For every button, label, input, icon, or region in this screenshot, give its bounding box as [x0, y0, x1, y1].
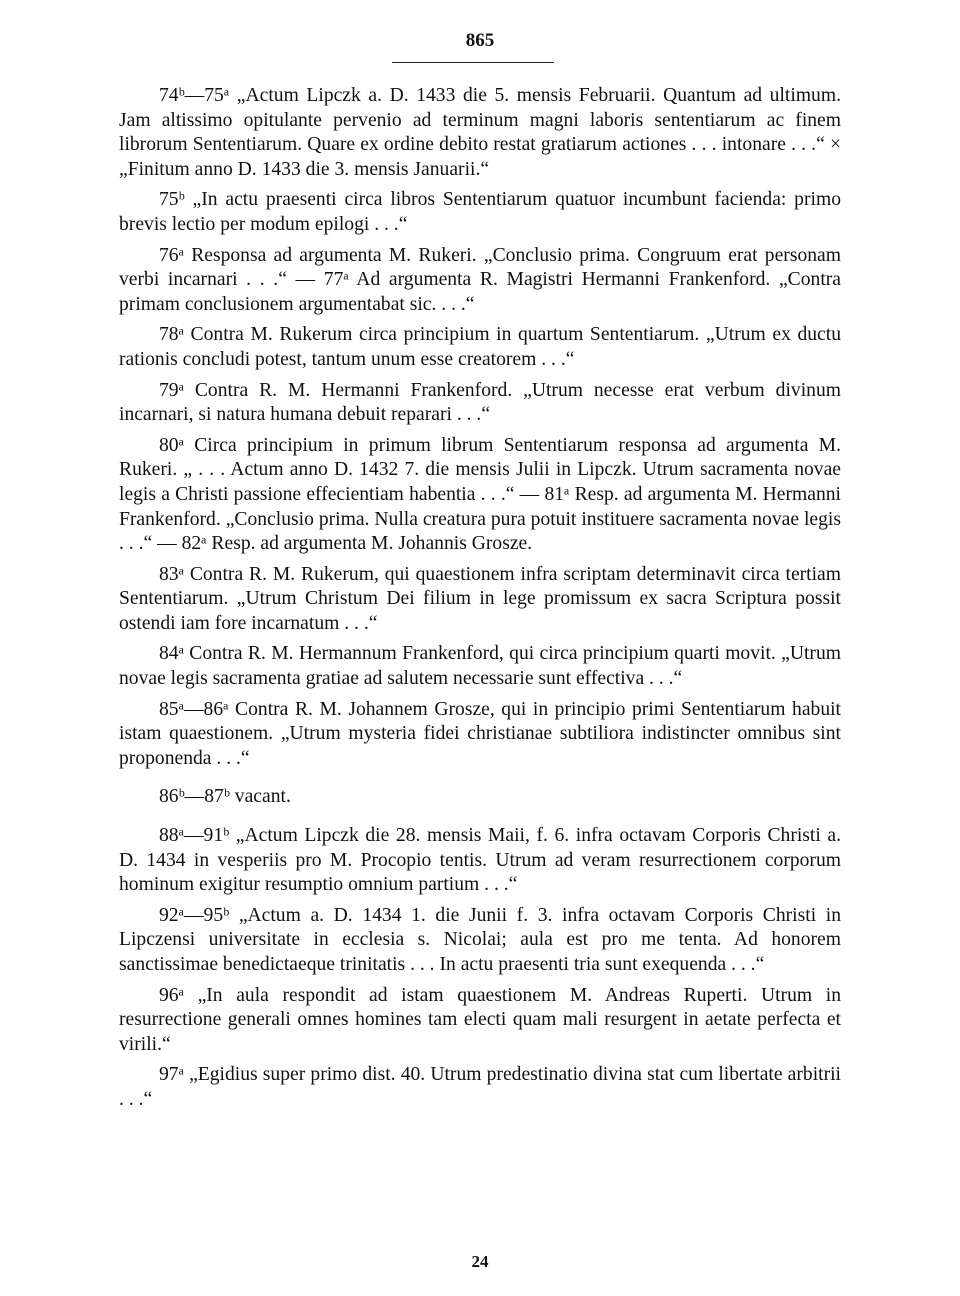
- entry-83a: 83ᵃ Contra R. M. Rukerum, qui quaestionem infra scriptam determinavit circa tertiam Sententiarum. „Utrum Christum Dei filium in lege promissum ex sacra Scriptura possit ostendi iam fore incarnatum . . .“: [119, 563, 841, 634]
- entry-96a: 96ᵃ „In aula respondit ad istam quaestionem M. Andreas Ruperti. Utrum in resurrectione generali omnes homines tam electi quam mali resurgent in aetate perfecta et virili.“: [119, 984, 841, 1055]
- entry-88a-91b: 88ᵃ—91ᵇ „Actum Lipczk die 28. mensis Maii, f. 6. infra octavam Corporis Christi a. D. 1434 in vesperiis pro M. Procopio tentis. Utrum ad veram resurrectionem corporum hominum exigitur resumptio omnium partium . . .“: [119, 825, 841, 896]
- header-rule: [392, 62, 554, 63]
- entry-74b-75a: 74ᵇ—75ᵃ „Actum Lipczk a. D. 1433 die 5. mensis Februarii. Quantum ad ultimum. Jam altissimo opitulante pervenio ad terminum magni laboris sententiarum ac finem librorum Sententiarum. Quare ex ordine debito restat gratiarum actiones . . . intonare . . .“ × „Finitum anno D. 1433 die 3. mensis Januarii.“: [119, 85, 841, 180]
- text-body: [119, 84, 841, 1119]
- entry-86b-87b: 86ᵇ—87ᵇ vacant.: [159, 786, 291, 808]
- entry-79a: 79ᵃ Contra R. M. Hermanni Frankenford. „Utrum necesse erat verbum divinum incarnari, si natura humana debuit reparari . . .“: [119, 379, 841, 426]
- entry-92a-95b: 92ᵃ—95ᵇ „Actum a. D. 1434 1. die Junii f. 3. infra octavam Corporis Christi in Lipczensi universitate in ecclesia s. Nicolai; aula est pro me tenta. Ad honorem sanctissimae benedictaeque trinitatis . . . In actu praesenti tria sunt exequenda . . .“: [119, 904, 841, 975]
- entry-75b: 75ᵇ „In actu praesenti circa libros Sententiarum quatuor incumbunt facienda: primo brevis lectio per modum epilogi . . .“: [119, 189, 841, 235]
- entry-78a: 78ᵃ Contra M. Rukerum circa principium in quartum Sententiarum. „Utrum ex ductu rationis concludi potest, tantum unum esse creatorem . . .“: [119, 324, 841, 370]
- sheet-number: 24: [471, 1252, 489, 1271]
- entry-84a: 84ᵃ Contra R. M. Hermannum Frankenford, qui circa principium quarti movit. „Utrum novae legis sacramenta gratiae ad salutem necessarie sunt effectiva . . .“: [119, 643, 841, 690]
- page-number: 865: [465, 30, 495, 51]
- entry-85a-86a: 85ᵃ—86ᵃ Contra R. M. Johannem Grosze, qui in principio primi Sententiarum habuit istam quaestionem. „Utrum mysteria fidei christianae subtiliora indistincter omnibus sint proponenda . . .“: [119, 698, 841, 769]
- entry-76a-77a: 76ᵃ Responsa ad argumenta M. Rukeri. „Conclusio prima. Congruum erat personam verbi incarnari . . .“ — 77ᵃ Ad argumenta R. Magistri Hermanni Frankenford. „Contra primam conclusionem argumentabat sic. . . .“: [119, 244, 841, 315]
- entry-97a: 97ᵃ „Egidius super primo dist. 40. Utrum predestinatio divina stat cum libertate arbitrii . . .“: [119, 1064, 841, 1110]
- entry-80a-82a: 80ᵃ Circa principium in primum librum Sententiarum responsa ad argumenta M. Rukeri. „ . . . Actum anno D. 1432 7. die mensis Julii in Lipczk. Utrum sacramenta novae legis a Christi passione effecientiam habentia . . .“ — 81ᵃ Resp. ad argumenta M. Hermanni Frankenford. „Conclusio prima. Nulla creatura pura potuit instituere sacramenta novae legis . . .“ — 82ᵃ Resp. ad argumenta M. Johannis Grosze.: [119, 434, 841, 555]
